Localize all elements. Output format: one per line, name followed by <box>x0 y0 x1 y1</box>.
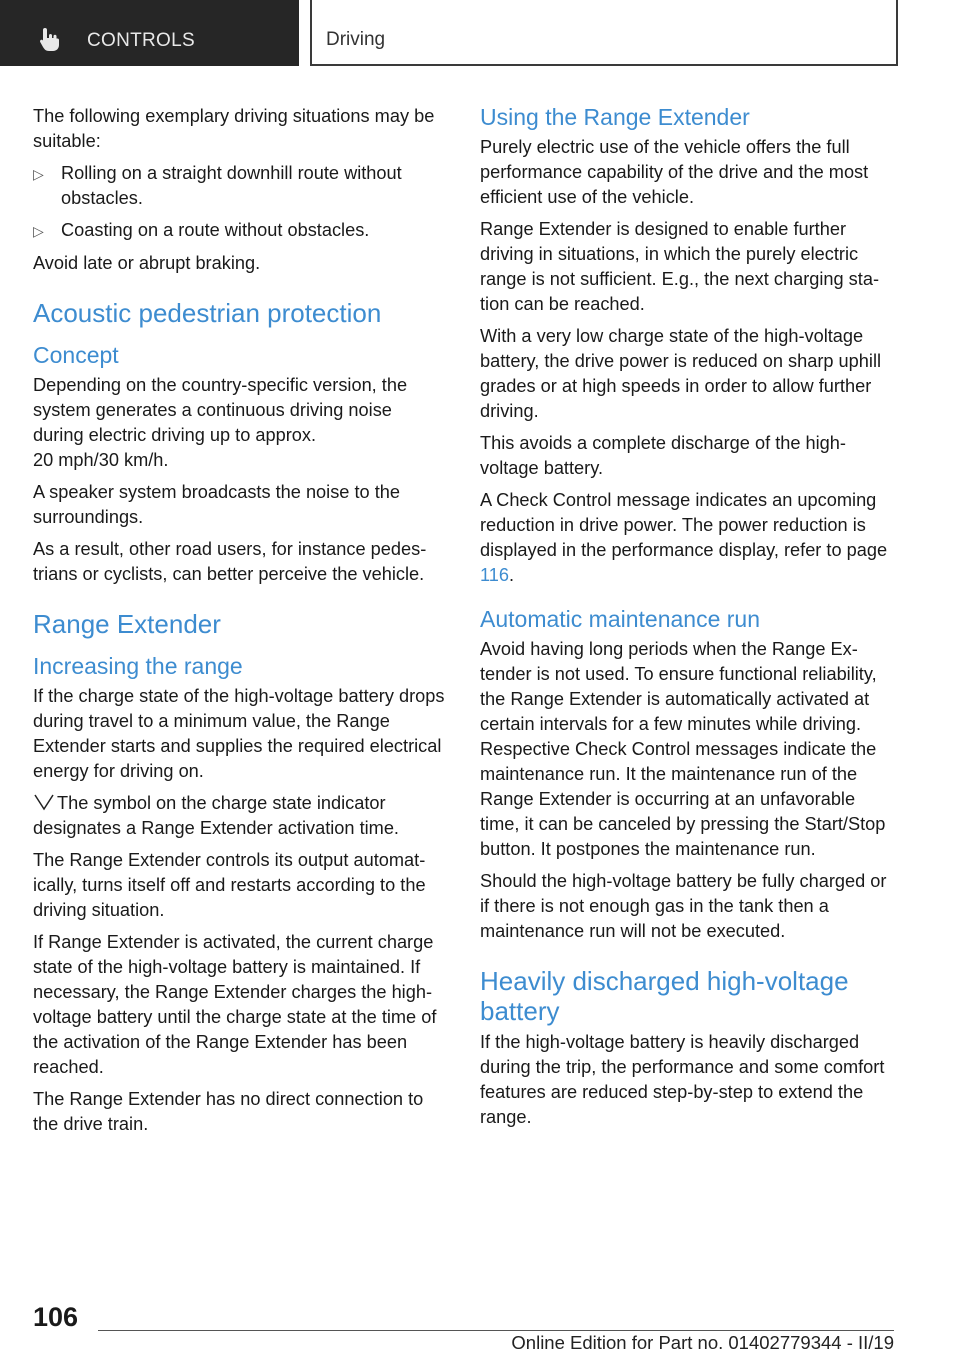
concept-speed: 20 mph/30 km/h. <box>33 450 169 470</box>
heading-automatic-maintenance-run: Automatic maintenance run <box>480 606 760 632</box>
heading-using-the-range-extender: Using the Range Extender <box>480 104 750 130</box>
paragraph: If the charge state of the high-voltage battery drops during travel to a minimum value, the Range Extender starts and supplies the required electrical energy for driving on. <box>33 686 445 781</box>
page-footer <box>0 1290 960 1362</box>
paragraph: A speaker system broadcasts the noise to the surroundings. <box>33 482 400 527</box>
list-item <box>33 161 447 211</box>
heading-increasing-the-range: Increasing the range <box>33 653 243 679</box>
paragraph-text: A Check Control message indicates an upcoming reduction in drive power. The power reduction is displayed in the performance display, refer to page <box>480 490 888 560</box>
triangle-bullet-icon: ▷ <box>33 223 44 239</box>
left-column <box>33 104 447 1144</box>
section-label: CONTROLS <box>87 30 195 51</box>
page-reference-link[interactable]: 116 <box>480 565 509 585</box>
footer-divider <box>98 1330 894 1331</box>
paragraph: The following exemplary driving situations may be suitable: <box>33 106 435 151</box>
heading-acoustic-pedestrian-protection: Acoustic pedestrian protection <box>33 298 382 328</box>
paragraph: With a very low charge state of the high-voltage battery, the drive power is reduced on sharp uphill grades or at high speeds in order to allow further driving. <box>480 326 882 421</box>
paragraph: As a result, other road users, for instance pedestrians or cyclists, can better perceive the vehicle. <box>33 539 427 584</box>
paragraph <box>480 488 894 588</box>
heading-concept: Concept <box>33 342 119 368</box>
list-item-text: Rolling on a straight downhill route without obstacles. <box>61 163 402 208</box>
symbol-text: The symbol on the charge state indicator designates a Range Extender activation time. <box>33 793 399 838</box>
list-item <box>33 218 447 243</box>
paragraph: The Range Extender controls its output automatically, turns itself off and restarts according to the driving situation. <box>33 850 426 920</box>
list-item-text: Coasting on a route without obstacles. <box>61 220 370 240</box>
paragraph: If the high-voltage battery is heavily discharged during the trip, the performance and some comfort features are reduced step-by-step to extend the range. <box>480 1032 885 1127</box>
right-column <box>480 104 894 1137</box>
chapter-label: Driving <box>326 29 386 50</box>
page-header <box>0 0 960 66</box>
paragraph: Avoid late or abrupt braking. <box>33 253 261 273</box>
triangle-bullet-icon: ▷ <box>33 166 44 182</box>
paragraph: Should the high-voltage battery be fully charged or if there is not enough gas in the tank then a maintenance run will not be executed. <box>480 871 887 941</box>
paragraph: This avoids a complete discharge of the high-voltage battery. <box>480 433 846 478</box>
paragraph: Range Extender is designed to enable further driving in situations, in which the purely electric range is not sufficient. E.g., the next charging station can be reached. <box>480 219 880 314</box>
paragraph <box>33 373 447 473</box>
paragraph: If Range Extender is activated, the current charge state of the high-voltage battery is maintained. If necessary, the Range Extender charges the high-voltage battery until the charge state at the time of the activation of the Range Extender has been reached. <box>33 932 437 1077</box>
chapter-tab <box>310 0 898 66</box>
paragraph-text-end: . <box>509 565 515 585</box>
range-extender-marker-icon <box>33 793 55 811</box>
heading-heavily-discharged-battery: Heavily discharged high-voltage battery <box>480 966 849 1026</box>
edition-text: Online Edition for Part no. 01402779344 - II/19 <box>511 1332 894 1353</box>
paragraph: Purely electric use of the vehicle offers the full performance capability of the drive and the most efficient use of the vehicle. <box>480 137 869 207</box>
section-tab <box>0 0 299 66</box>
pointing-hand-icon <box>38 26 64 52</box>
paragraph <box>33 791 447 841</box>
page-number: 106 <box>33 1302 79 1332</box>
paragraph: Avoid having long periods when the Range Extender is not used. To ensure functional reliability, the Range Extender is automatically activated at certain intervals for a few minutes while driving. Respective Check Control messages indicate the maintenance run. It the maintenance run of the Range Extender is occurring at an unfavorable time, it can be canceled by pressing the Start/Stop button. It postpones the maintenance run. <box>480 639 886 859</box>
paragraph: The Range Extender has no direct connection to the drive train. <box>33 1089 424 1134</box>
concept-text: Depending on the country-specific version, the system generates a continuous driving noise during electric driving up to approx. <box>33 375 408 445</box>
bullet-list <box>33 161 447 243</box>
heading-range-extender: Range Extender <box>33 609 221 639</box>
